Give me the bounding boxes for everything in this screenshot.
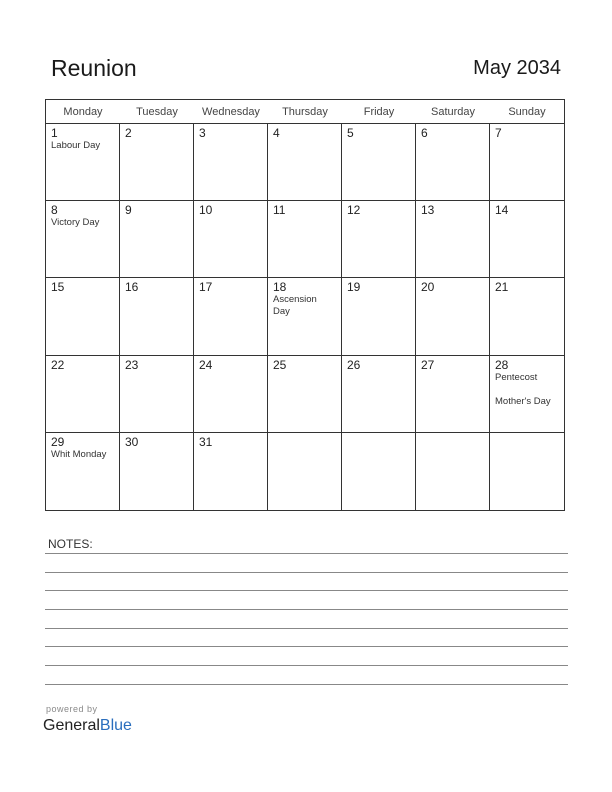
day-number: 22 xyxy=(51,357,65,372)
holiday-label: Victory Day xyxy=(51,217,100,229)
logo-blue: Blue xyxy=(99,717,132,734)
notes-line xyxy=(45,628,568,629)
day-number: 21 xyxy=(495,280,509,295)
day-number: 7 xyxy=(495,126,502,140)
notes-line xyxy=(45,609,568,610)
day-number: 18 xyxy=(273,280,287,295)
notes-line xyxy=(45,553,568,554)
day-cell xyxy=(268,356,342,433)
day-cell xyxy=(416,356,490,433)
day-cell xyxy=(120,356,194,433)
weekday-header: Saturday xyxy=(416,100,490,124)
day-number: 24 xyxy=(199,357,213,372)
weekday-header: Thursday xyxy=(268,100,342,124)
day-number: 20 xyxy=(421,280,435,295)
holiday-label: Whit Monday xyxy=(51,448,107,460)
day-number: 28 xyxy=(495,357,509,372)
weekday-header: Monday xyxy=(46,100,120,124)
day-cell xyxy=(342,278,416,355)
month-year-title: May 2034 xyxy=(473,57,561,79)
day-cell xyxy=(268,278,342,355)
day-cell xyxy=(120,278,194,355)
day-cell xyxy=(268,433,342,510)
day-number: 16 xyxy=(125,280,139,295)
day-number: 31 xyxy=(199,434,213,449)
day-number: 19 xyxy=(347,280,361,295)
notes-line xyxy=(45,665,568,666)
day-cell xyxy=(416,278,490,355)
day-number: 8 xyxy=(51,203,58,218)
day-cell xyxy=(416,201,490,278)
day-cell xyxy=(490,124,564,201)
day-number: 17 xyxy=(199,280,213,295)
notes-line xyxy=(45,646,568,647)
day-number: 5 xyxy=(347,126,354,140)
day-cell xyxy=(268,201,342,278)
day-number: 6 xyxy=(421,126,428,140)
generalblue-logo xyxy=(43,717,132,735)
notes-line xyxy=(45,572,568,573)
holiday-label: Mother's Day xyxy=(495,395,551,407)
weekday-header: Tuesday xyxy=(120,100,194,124)
day-cell xyxy=(46,278,120,355)
day-cell xyxy=(490,356,564,433)
notes-label: NOTES: xyxy=(48,537,93,551)
day-cell xyxy=(416,433,490,510)
day-number: 15 xyxy=(51,280,65,295)
logo-general: General xyxy=(43,717,100,734)
day-number: 23 xyxy=(125,357,139,372)
notes-line xyxy=(45,590,568,591)
weekday-header: Sunday xyxy=(490,100,564,124)
day-number: 11 xyxy=(273,203,286,218)
day-cell xyxy=(194,278,268,355)
day-number: 1 xyxy=(51,126,58,140)
day-number: 27 xyxy=(421,357,435,372)
day-number: 30 xyxy=(125,434,139,449)
day-number: 25 xyxy=(273,357,287,372)
day-cell xyxy=(46,201,120,278)
day-cell xyxy=(342,356,416,433)
weekday-header: Wednesday xyxy=(194,100,268,124)
day-number: 12 xyxy=(347,203,361,218)
day-cell xyxy=(490,433,564,510)
day-number: 29 xyxy=(51,434,65,449)
day-cell xyxy=(46,124,120,201)
day-number: 3 xyxy=(199,126,206,140)
day-cell xyxy=(120,124,194,201)
day-cell xyxy=(194,201,268,278)
day-cell xyxy=(342,433,416,510)
holiday-label: Labour Day xyxy=(51,140,101,151)
day-number: 4 xyxy=(273,126,280,140)
day-cell xyxy=(194,356,268,433)
day-cell xyxy=(342,124,416,201)
day-number: 26 xyxy=(347,357,361,372)
day-cell xyxy=(490,201,564,278)
day-number: 14 xyxy=(495,203,509,218)
day-cell xyxy=(490,278,564,355)
day-cell xyxy=(194,433,268,510)
powered-by-text: powered by xyxy=(46,704,98,714)
day-cell xyxy=(120,201,194,278)
day-number: 10 xyxy=(199,203,213,218)
notes-line xyxy=(45,684,568,685)
day-cell xyxy=(342,201,416,278)
holiday-label: Ascension Day xyxy=(273,294,317,318)
day-number: 2 xyxy=(125,126,132,140)
day-cell xyxy=(268,124,342,201)
weekday-header: Friday xyxy=(342,100,416,124)
holiday-label: Pentecost xyxy=(495,371,538,383)
day-cell xyxy=(46,356,120,433)
day-number: 9 xyxy=(125,203,132,218)
day-cell xyxy=(46,433,120,510)
day-cell xyxy=(120,433,194,510)
country-title: Reunion xyxy=(51,55,137,81)
day-number: 13 xyxy=(421,203,435,218)
day-cell xyxy=(194,124,268,201)
day-cell xyxy=(416,124,490,201)
calendar-grid xyxy=(45,99,565,511)
